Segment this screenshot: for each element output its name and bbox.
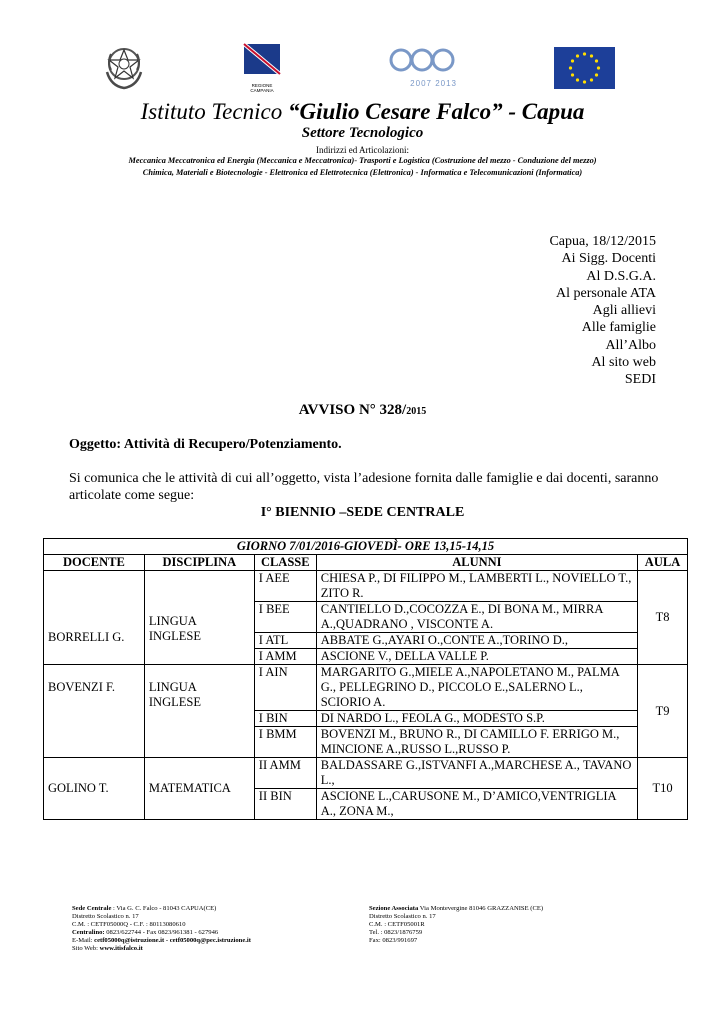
recipient: Al D.S.G.A. — [586, 268, 656, 284]
classe-cell: I BEE — [254, 602, 316, 633]
pon-logo — [387, 44, 457, 88]
schedule-table — [43, 538, 688, 820]
col-header-disciplina: DISCIPLINA — [144, 555, 254, 571]
pon-caption: 2007 2013 — [410, 79, 457, 88]
classe-cell: II AMM — [254, 758, 316, 789]
footer-sezione-associata — [369, 905, 543, 945]
footer-email-label: E-Mail: — [72, 937, 95, 944]
recipient: All’Albo — [605, 337, 656, 353]
col-header-alunni: ALUNNI — [316, 555, 637, 571]
footer-sede-centrale — [72, 905, 251, 953]
footer-right-line2: Distretto Scolastico n. 17 — [369, 913, 436, 920]
footer-right-address: Via Montevergine 81046 GRAZZANISE (CE) — [418, 905, 544, 912]
alunni-cell: CANTIELLO D.,COCOZZA E., DI BONA M., MIRRA A.,QUADRANO , VISCONTE A. — [316, 602, 637, 633]
recipient: Al sito web — [591, 355, 656, 371]
footer-left-line3: C.M. : CETF05000Q - C.F. : 80113080610 — [72, 921, 186, 928]
classe-cell: I ATL — [254, 633, 316, 649]
intro-paragraph: Si comunica che le attività di cui all’oggetto, vista l’adesione fornita dalle famiglie e dai docenti, saranno articolate come segue: — [69, 471, 659, 503]
day-title: GIORNO 7/01/2016-GIOVEDÌ- ORE 13,15-14,15 — [44, 539, 688, 555]
alunni-cell: MARGARITO G.,MIELE A.,NAPOLETANO M., PALMA G., PELLEGRINO D., PICCOLO E.,SALERNO L., SCIORIO A. — [316, 665, 637, 711]
indirizzi-line-2: Chimica, Materiali e Biotecnologie - Elettronica ed Elettrotecnica (Elettronica) - Informatica e Telecomunicazioni (Informatica) — [142, 168, 583, 177]
alunni-cell: CHIESA P., DI FILIPPO M., LAMBERTI L., NOVIELLO T., ZITO R. — [316, 571, 637, 602]
footer-left-address: : Via G. C. Falco - 81043 CAPUA(CE) — [111, 905, 217, 912]
campania-caption: REGIONE CAMPANIA — [250, 83, 274, 93]
header-row — [44, 555, 688, 571]
classe-cell: I BIN — [254, 711, 316, 727]
alunni-cell: BALDASSARE G.,ISTVANFI A.,MARCHESE A., TAVANO L., — [316, 758, 637, 789]
footer-web-label: Sito Web: — [72, 945, 100, 952]
institute-title — [0, 99, 725, 125]
footer-phone: 0823/622744 - Fax 0823/961381 - 627946 — [104, 929, 219, 936]
table-row — [44, 665, 688, 711]
footer-right-line5: Fax: 0823/991697 — [369, 937, 418, 944]
recipient: Agli allievi — [592, 303, 656, 319]
footer-right-line3: C.M. : CETF05001R — [369, 921, 425, 928]
col-header-classe: CLASSE — [254, 555, 316, 571]
alunni-cell: ASCIONE V., DELLA VALLE P. — [316, 649, 637, 665]
campania-shield-icon — [240, 42, 284, 76]
title-name: “Giulio Cesare Falco” - Capua — [287, 99, 585, 124]
table-row — [44, 571, 688, 602]
footer-left-label: Sede Centrale — [72, 905, 112, 912]
avviso-year: 2015 — [406, 406, 427, 417]
disciplina-cell: MATEMATICA — [144, 758, 254, 820]
italian-republic-emblem-icon — [101, 42, 147, 90]
footer-right-label: Sezione Associata — [369, 905, 419, 912]
recipient: SEDI — [624, 372, 656, 388]
recipient: Alle famiglie — [581, 320, 656, 336]
aula-cell: T8 — [638, 571, 688, 665]
docente-cell: GOLINO T. — [44, 758, 145, 820]
footer-right-line4: Tel. : 0823/1876759 — [369, 929, 423, 936]
avviso-number — [0, 402, 725, 419]
docente-cell: BORRELLI G. — [44, 571, 145, 665]
classe-cell: II BIN — [254, 789, 316, 820]
eu-flag-icon — [554, 47, 615, 89]
footer-email: cetf05000q@istruzione.it - cetf05000q@pec.istruzione.it — [94, 937, 251, 944]
indirizzi-label: Indirizzi ed Articolazioni: — [316, 145, 409, 155]
footer-web: www.itisfalco.it — [99, 945, 143, 952]
classe-cell: I BMM — [254, 727, 316, 758]
title-prefix: Istituto Tecnico — [140, 99, 288, 124]
classe-cell: I AMM — [254, 649, 316, 665]
alunni-cell: ABBATE G.,AYARI O.,CONTE A.,TORINO D., — [316, 633, 637, 649]
indirizzi-line-1: Meccanica Meccatronica ed Energia (Meccanica e Meccatronica)- Trasporti e Logistica (Costruzione del mezzo - Conduzione del mezzo) — [128, 156, 597, 165]
recipient: Al personale ATA — [556, 285, 656, 301]
alunni-cell: DI NARDO L., FEOLA G., MODESTO S.P. — [316, 711, 637, 727]
avviso-label: AVVISO N° 328/ — [298, 402, 407, 418]
disciplina-cell: LINGUA INGLESE — [144, 665, 254, 758]
section-title: I° BIENNIO –SEDE CENTRALE — [260, 505, 465, 520]
header-logos — [0, 42, 725, 92]
institute-subtitle: Settore Tecnologico — [301, 125, 424, 141]
oggetto: Oggetto: Attività di Recupero/Potenziamento. — [69, 437, 342, 452]
table-row — [44, 758, 688, 789]
col-header-docente: DOCENTE — [44, 555, 145, 571]
alunni-cell: BOVENZI M., BRUNO R., DI CAMILLO F. ERRIGO M., MINCIONE A.,RUSSO L.,RUSSO P. — [316, 727, 637, 758]
classe-cell: I AIN — [254, 665, 316, 711]
aula-cell: T9 — [638, 665, 688, 758]
pon-rings-icon — [387, 44, 457, 74]
regione-campania-logo — [240, 42, 284, 93]
alunni-cell: ASCIONE L.,CARUSONE M., D’AMICO,VENTRIGLIA A., ZONA M., — [316, 789, 637, 820]
date-place: Capua, 18/12/2015 — [549, 234, 656, 249]
disciplina-cell: LINGUA INGLESE — [144, 571, 254, 665]
footer-phone-label: Centralino: — [72, 929, 105, 936]
classe-cell: I AEE — [254, 571, 316, 602]
footer-left-line2: Distretto Scolastico n. 17 — [72, 913, 139, 920]
docente-cell: BOVENZI F. — [44, 665, 145, 758]
recipients-block — [549, 233, 656, 389]
col-header-aula: AULA — [638, 555, 688, 571]
aula-cell: T10 — [638, 758, 688, 820]
recipient: Ai Sigg. Docenti — [561, 251, 656, 267]
